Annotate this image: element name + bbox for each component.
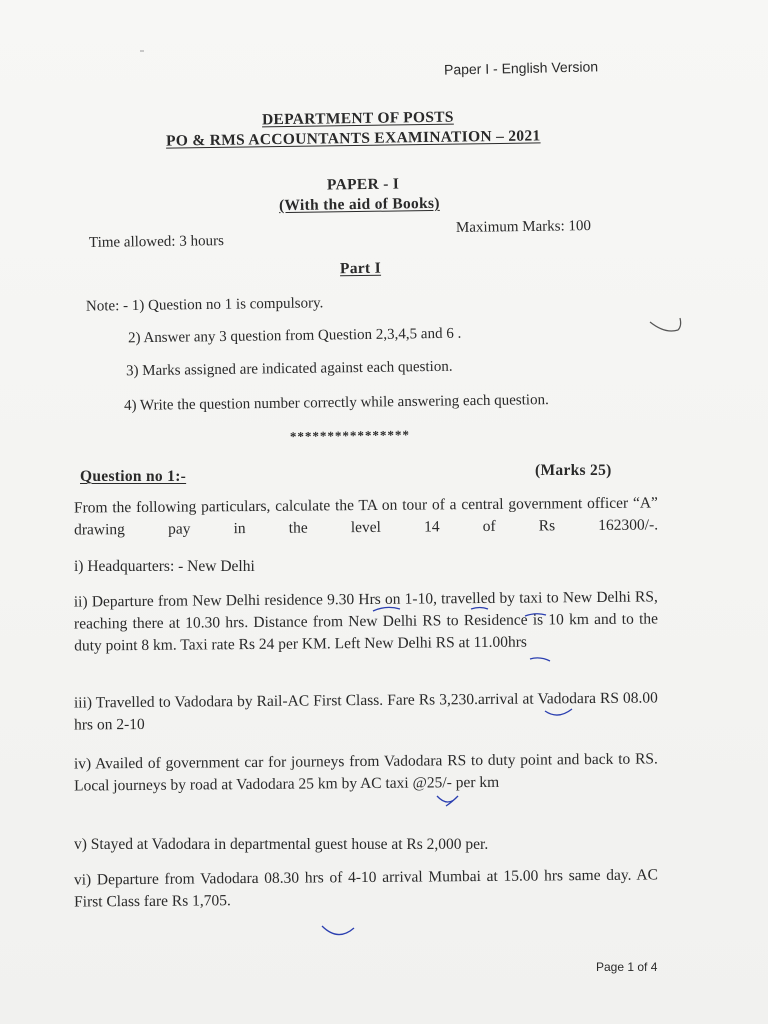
pen-mark-fare xyxy=(545,709,572,715)
note-item-2: 2) Answer any 3 question from Question 2,3,4,5 and 6 . xyxy=(127,325,462,347)
item-rail-vadodara: iii) Travelled to Vadodara by Rail-AC First Class. Fare Rs 3,230.arrival at Vadodara RS 08.00 hrs on 2-10 xyxy=(73,689,658,734)
item-headquarters: i) Headquarters: - New Delhi xyxy=(74,558,255,575)
note-item-1: Note: - 1) Question no 1 is compulsory. xyxy=(85,295,324,315)
pen-mark-rate xyxy=(530,658,550,661)
version-label: Paper I - English Version xyxy=(443,58,599,78)
item-departure-vadodara: vi) Departure from Vadodara 08.30 hrs of 4-10 arrival Mumbai at 15.00 hrs same day. AC First Class fare Rs 1,705. xyxy=(73,866,658,911)
note-item-3: 3) Marks assigned are indicated against each question. xyxy=(125,358,453,380)
paper-title: PAPER - I xyxy=(326,175,400,194)
pen-mark-date xyxy=(471,608,488,610)
exam-title: PO & RMS ACCOUNTANTS EXAMINATION – 2021 xyxy=(165,127,541,150)
pen-mark-margin xyxy=(650,318,681,331)
pen-mark-time xyxy=(373,607,400,611)
pen-mark-km xyxy=(437,796,458,806)
item-departure-delhi: ii) Departure from New Delhi residence 9.30 Hrs on 1-10, travelled by taxi to New Delhi RS, reaching there at 10.30 hrs. Distance from New Delhi RS to Residence is 10 km and to the duty point 8 km. Taxi rate Rs 24 per KM. Left New Delhi RS at 11.00hrs xyxy=(73,588,659,655)
department-title: DEPARTMENT OF POSTS xyxy=(261,108,454,129)
part-title: Part I xyxy=(339,259,382,278)
page-number: Page 1 of 4 xyxy=(596,960,658,974)
separator-stars: **************** xyxy=(289,427,411,444)
question-title: Question no 1:- xyxy=(80,468,187,485)
note-item-4: 4) Write the question number correctly while answering each question. xyxy=(123,392,549,414)
pen-mark-hrs xyxy=(525,614,546,616)
item-guest-house: v) Stayed at Vadodara in departmental guest house at Rs 2,000 per. xyxy=(74,836,489,853)
time-allowed: Time allowed: 3 hours xyxy=(88,233,224,251)
aid-subtitle: (With the aid of Books) xyxy=(278,194,440,215)
pen-mark-fare2 xyxy=(322,926,354,935)
question-marks: (Marks 25) xyxy=(535,462,612,479)
question-intro: From the following particulars, calculate the TA on tour of a central government officer “A” drawing pay in the level 14 of Rs 162300/-. xyxy=(73,494,659,539)
item-government-car: iv) Availed of government car for journeys from Vadodara RS to duty point and back to RS. Local journeys by road at Vadodara 25 km by AC taxi @25/- per km xyxy=(73,750,658,795)
maximum-marks: Maximum Marks: 100 xyxy=(455,218,592,236)
